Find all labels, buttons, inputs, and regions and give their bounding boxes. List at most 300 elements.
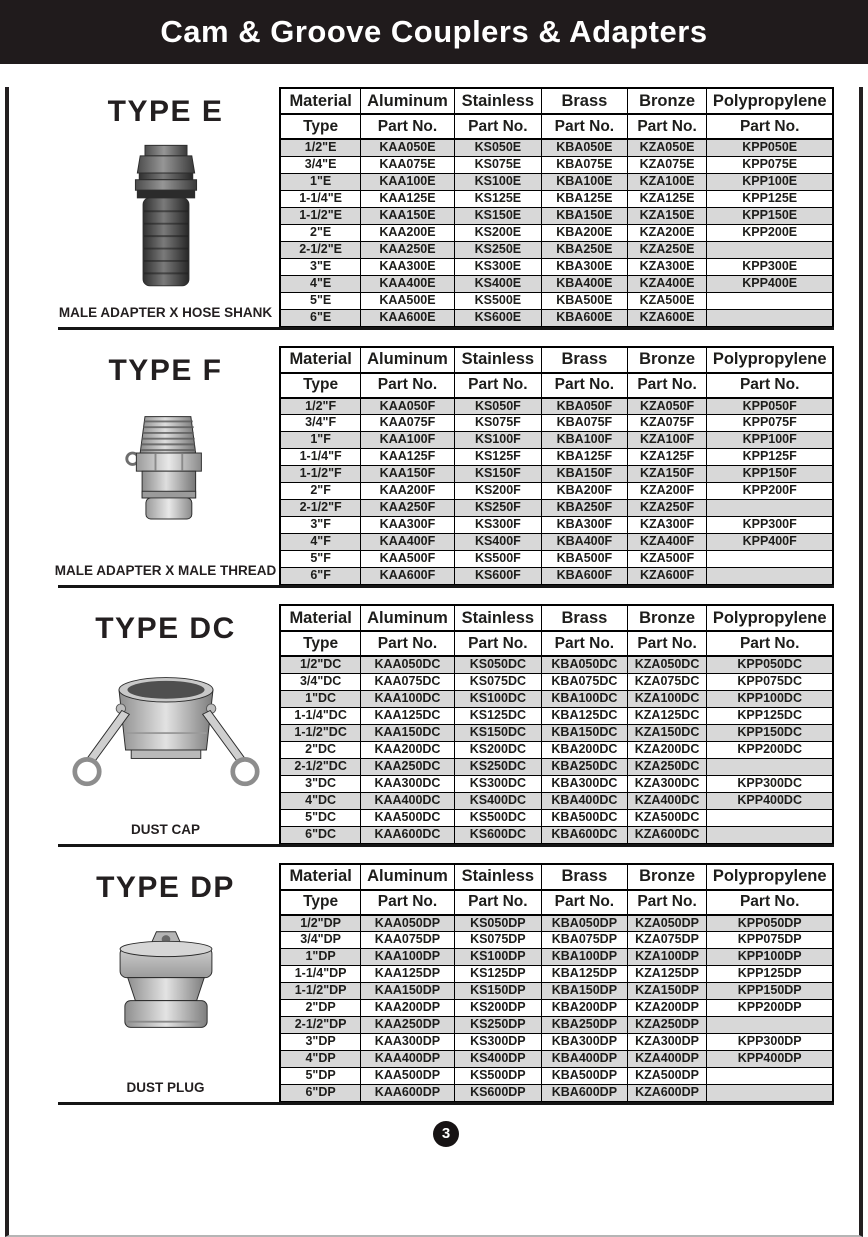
table-row [280,466,833,483]
type-f-parts-table [279,346,834,586]
part-no-cell: KBA050F [542,398,628,415]
part-no-header-row [280,114,833,139]
type-cell: 6"F [280,568,361,585]
type-cell: 1"DP [280,949,361,966]
part-no-cell: KPP075F [707,415,833,432]
section-type-dc [58,604,834,847]
col-header-brass: Brass [542,347,628,373]
part-no-cell: KPP300E [707,258,833,275]
table-row [280,517,833,534]
type-cell: 5"DC [280,809,361,826]
part-no-cell: KAA300F [361,517,454,534]
table-row [280,156,833,173]
part-no-cell: KS100DC [454,690,541,707]
part-no-cell: KS100DP [454,949,541,966]
part-no-cell: KAA150E [361,207,454,224]
part-no-cell: KBA200F [542,483,628,500]
part-no-cell: KZA125F [627,449,707,466]
part-no-cell: KS050E [454,139,541,156]
table-row [280,932,833,949]
male-adapter-x-male-thread-photo [118,388,214,564]
type-cell: 6"E [280,309,361,326]
table-row [280,1034,833,1051]
part-no-cell: KBA500DP [542,1068,628,1085]
part-no-cell: KAA400DC [361,792,454,809]
table-row [280,207,833,224]
part-no-cell: KPP100DP [707,949,833,966]
part-no-cell: KS250F [454,500,541,517]
type-cell: 1/2"DC [280,656,361,673]
col-header-stainless: Stainless [454,347,541,373]
material-header-row [280,605,833,631]
part-no-cell: KBA400E [542,275,628,292]
type-dp-title: TYPE DP [96,870,235,904]
table-row [280,139,833,156]
part-no-cell: KPP075DP [707,932,833,949]
part-no-cell: KZA500E [627,292,707,309]
table-row [280,826,833,843]
part-no-cell: KS100F [454,432,541,449]
col-subheader-part-no: Part No. [627,890,707,915]
col-header-polypropylene: Polypropylene [707,864,833,890]
part-no-cell: KBA125E [542,190,628,207]
part-no-cell: KAA150DP [361,983,454,1000]
type-cell: 6"DP [280,1085,361,1102]
type-f-title: TYPE F [108,353,223,387]
type-cell: 3"E [280,258,361,275]
type-cell: 4"F [280,534,361,551]
part-no-cell: KAA200DP [361,1000,454,1017]
part-no-cell: KBA125F [542,449,628,466]
table-row [280,309,833,326]
col-subheader-part-no: Part No. [454,631,541,656]
part-no-cell: KS150F [454,466,541,483]
type-cell: 2-1/2"E [280,241,361,258]
col-subheader-part-no: Part No. [627,114,707,139]
type-dp-caption: DUST PLUG [126,1080,205,1095]
type-cell: 1-1/2"E [280,207,361,224]
page-header [0,0,868,64]
part-no-cell: KPP400F [707,534,833,551]
part-no-cell: KPP125F [707,449,833,466]
col-header-aluminum: Aluminum [361,88,454,114]
type-cell: 5"DP [280,1068,361,1085]
part-no-cell: KZA050E [627,139,707,156]
part-no-cell: KZA050DC [627,656,707,673]
part-no-cell: KBA250DP [542,1017,628,1034]
type-cell: 1/2"DP [280,915,361,932]
table-row [280,275,833,292]
part-no-cell: KPP200E [707,224,833,241]
col-subheader-part-no: Part No. [361,890,454,915]
table-row [280,534,833,551]
part-no-cell: KPP200DP [707,1000,833,1017]
table-row [280,258,833,275]
type-cell: 1"E [280,173,361,190]
section-type-dp [58,863,834,1106]
part-no-cell: KZA125DP [627,966,707,983]
part-no-cell: KBA075E [542,156,628,173]
part-no-cell: KS400DC [454,792,541,809]
part-no-cell: KBA050E [542,139,628,156]
part-no-cell [707,809,833,826]
part-no-cell: KBA150DC [542,724,628,741]
part-no-cell: KAA050DC [361,656,454,673]
part-no-cell: KBA250DC [542,758,628,775]
part-no-header-row [280,890,833,915]
part-no-cell: KS075F [454,415,541,432]
part-no-cell [707,758,833,775]
part-no-cell: KBA100DP [542,949,628,966]
part-no-cell: KBA400DC [542,792,628,809]
part-no-cell: KS600DP [454,1085,541,1102]
part-no-cell: KPP300F [707,517,833,534]
col-header-material: Material [280,347,361,373]
part-no-cell: KS125E [454,190,541,207]
col-subheader-part-no: Part No. [542,890,628,915]
table-row [280,292,833,309]
col-header-brass: Brass [542,605,628,631]
type-cell: 1/2"E [280,139,361,156]
part-no-cell: KBA400DP [542,1051,628,1068]
part-no-cell: KZA075DC [627,673,707,690]
part-no-cell: KAA050E [361,139,454,156]
part-no-cell: KBA075F [542,415,628,432]
part-no-cell: KZA600F [627,568,707,585]
part-no-cell: KBA600DP [542,1085,628,1102]
part-no-cell: KAA075F [361,415,454,432]
col-subheader-type: Type [280,890,361,915]
part-no-cell: KS075E [454,156,541,173]
part-no-cell: KS500E [454,292,541,309]
table-row [280,1017,833,1034]
table-row [280,449,833,466]
part-no-cell: KZA200E [627,224,707,241]
type-cell: 5"F [280,551,361,568]
type-cell: 3"F [280,517,361,534]
part-no-cell: KZA250E [627,241,707,258]
type-cell: 4"E [280,275,361,292]
part-no-cell: KBA075DP [542,932,628,949]
part-no-cell: KAA200E [361,224,454,241]
part-no-cell: KAA100F [361,432,454,449]
male-adapter-x-hose-shank-photo [123,129,209,305]
type-dc-parts-table [279,604,834,844]
part-no-cell: KAA050DP [361,915,454,932]
part-no-cell: KPP200DC [707,741,833,758]
type-e-parts-table [279,87,834,327]
type-dc-left-column [58,604,279,844]
table-row [280,673,833,690]
part-no-cell: KPP400E [707,275,833,292]
type-cell: 1-1/2"DP [280,983,361,1000]
type-cell: 2"E [280,224,361,241]
col-header-material: Material [280,605,361,631]
part-no-cell: KAA300DC [361,775,454,792]
type-cell: 2-1/2"DP [280,1017,361,1034]
type-cell: 3/4"DC [280,673,361,690]
part-no-cell: KZA400DP [627,1051,707,1068]
table-row [280,809,833,826]
part-no-cell: KAA500DC [361,809,454,826]
part-no-cell: KS200E [454,224,541,241]
part-no-cell: KPP100DC [707,690,833,707]
section-type-e [58,87,834,330]
part-no-cell: KS400F [454,534,541,551]
col-header-aluminum: Aluminum [361,864,454,890]
table-row [280,966,833,983]
part-no-cell: KS125DP [454,966,541,983]
type-cell: 2-1/2"DC [280,758,361,775]
part-no-cell: KBA250E [542,241,628,258]
part-no-cell: KS300E [454,258,541,275]
part-no-cell [707,826,833,843]
part-no-cell [707,568,833,585]
col-header-material: Material [280,864,361,890]
table-row [280,758,833,775]
col-subheader-part-no: Part No. [707,631,833,656]
table-row [280,190,833,207]
part-no-cell: KZA125E [627,190,707,207]
part-no-cell: KS075DC [454,673,541,690]
part-no-cell: KBA600DC [542,826,628,843]
part-no-cell [707,1068,833,1085]
table-row [280,432,833,449]
part-no-cell [707,500,833,517]
part-no-cell: KAA400E [361,275,454,292]
part-no-cell: KAA100E [361,173,454,190]
part-no-cell: KZA075F [627,415,707,432]
col-header-brass: Brass [542,864,628,890]
col-subheader-part-no: Part No. [542,373,628,398]
table-row [280,1085,833,1102]
part-no-cell: KS300DC [454,775,541,792]
table-row [280,551,833,568]
type-cell: 1"DC [280,690,361,707]
part-no-cell: KZA100DP [627,949,707,966]
part-no-cell: KZA300DC [627,775,707,792]
col-header-bronze: Bronze [627,347,707,373]
part-no-cell: KZA100F [627,432,707,449]
col-header-aluminum: Aluminum [361,605,454,631]
part-no-cell: KBA100DC [542,690,628,707]
part-no-cell: KS050F [454,398,541,415]
part-no-cell: KBA300DC [542,775,628,792]
table-row [280,483,833,500]
part-no-cell: KBA400F [542,534,628,551]
page-number-badge [433,1121,459,1147]
col-subheader-type: Type [280,114,361,139]
table-row [280,741,833,758]
type-e-title: TYPE E [107,95,224,128]
part-no-cell: KZA200DC [627,741,707,758]
part-no-cell: KAA150DC [361,724,454,741]
type-dp-parts-table [279,863,834,1103]
type-dc-caption: DUST CAP [130,821,200,837]
part-no-cell [707,309,833,326]
type-cell: 2"DC [280,741,361,758]
part-no-cell: KZA500DP [627,1068,707,1085]
col-header-polypropylene: Polypropylene [707,605,833,631]
part-no-cell: KS400DP [454,1051,541,1068]
part-no-cell: KAA100DC [361,690,454,707]
part-no-cell: KBA100E [542,173,628,190]
table-row [280,724,833,741]
part-no-cell: KS300F [454,517,541,534]
part-no-cell: KAA075DC [361,673,454,690]
part-no-cell: KPP400DC [707,792,833,809]
part-no-cell: KBA300DP [542,1034,628,1051]
table-row [280,173,833,190]
part-no-cell: KS400E [454,275,541,292]
part-no-cell: KPP050DC [707,656,833,673]
part-no-cell: KZA150F [627,466,707,483]
part-no-cell: KAA600E [361,309,454,326]
part-no-cell: KPP050F [707,398,833,415]
part-no-cell: KZA150DP [627,983,707,1000]
type-dp-left-column [58,863,279,1103]
type-cell: 4"DC [280,792,361,809]
part-no-cell: KPP150DP [707,983,833,1000]
part-no-cell: KPP300DP [707,1034,833,1051]
part-no-cell: KZA150E [627,207,707,224]
part-no-cell: KAA200F [361,483,454,500]
part-no-cell: KAA250DP [361,1017,454,1034]
table-row [280,949,833,966]
part-no-cell: KBA150F [542,466,628,483]
part-no-cell: KZA250DC [627,758,707,775]
type-cell: 3/4"E [280,156,361,173]
part-no-cell: KAA600DP [361,1085,454,1102]
type-cell: 5"E [280,292,361,309]
part-no-cell: KS050DC [454,656,541,673]
col-header-aluminum: Aluminum [361,347,454,373]
part-no-cell: KZA300E [627,258,707,275]
part-no-cell: KAA400F [361,534,454,551]
part-no-cell: KPP150DC [707,724,833,741]
col-header-material: Material [280,88,361,114]
col-header-bronze: Bronze [627,864,707,890]
part-no-cell: KBA075DC [542,673,628,690]
part-no-cell: KAA500DP [361,1068,454,1085]
part-no-cell: KBA125DC [542,707,628,724]
type-f-caption: MALE ADAPTER X MALE THREAD [54,563,277,578]
type-dc-title: TYPE DC [95,612,236,645]
part-no-cell: KS100E [454,173,541,190]
type-cell: 1-1/4"DC [280,707,361,724]
col-subheader-part-no: Part No. [707,114,833,139]
part-no-cell: KAA400DP [361,1051,454,1068]
col-subheader-part-no: Part No. [542,631,628,656]
type-cell: 1-1/4"E [280,190,361,207]
part-no-cell: KPP125DP [707,966,833,983]
part-no-cell: KBA250F [542,500,628,517]
part-no-cell: KPP100F [707,432,833,449]
table-row [280,983,833,1000]
part-no-cell: KS200DP [454,1000,541,1017]
part-no-cell: KZA100DC [627,690,707,707]
part-no-cell: KZA600DP [627,1085,707,1102]
col-subheader-part-no: Part No. [542,114,628,139]
part-no-cell: KBA150E [542,207,628,224]
part-no-cell: KBA600F [542,568,628,585]
part-no-cell: KPP075DC [707,673,833,690]
table-row [280,415,833,432]
table-row [280,568,833,585]
table-row [280,690,833,707]
part-no-cell: KBA500DC [542,809,628,826]
part-no-cell [707,1017,833,1034]
part-no-cell: KAA125F [361,449,454,466]
part-no-cell: KS600DC [454,826,541,843]
table-row [280,1000,833,1017]
part-no-cell [707,1085,833,1102]
part-no-cell: KAA200DC [361,741,454,758]
part-no-cell: KS200F [454,483,541,500]
part-no-cell: KAA500E [361,292,454,309]
col-subheader-part-no: Part No. [627,631,707,656]
part-no-cell: KPP200F [707,483,833,500]
section-type-f [54,346,834,589]
part-no-cell: KZA100E [627,173,707,190]
col-subheader-part-no: Part No. [707,890,833,915]
part-no-cell: KPP075E [707,156,833,173]
type-cell: 4"DP [280,1051,361,1068]
part-no-header-row [280,373,833,398]
part-no-cell: KZA075DP [627,932,707,949]
part-no-cell: KAA075DP [361,932,454,949]
part-no-cell: KZA250F [627,500,707,517]
part-no-cell: KS150DP [454,983,541,1000]
part-no-cell: KBA300E [542,258,628,275]
table-row [280,707,833,724]
part-no-cell: KBA200E [542,224,628,241]
table-row [280,915,833,932]
col-subheader-part-no: Part No. [454,890,541,915]
part-no-cell: KS200DC [454,741,541,758]
part-no-cell: KZA250DP [627,1017,707,1034]
part-no-cell: KBA300F [542,517,628,534]
type-cell: 2"F [280,483,361,500]
material-header-row [280,864,833,890]
part-no-cell: KAA075E [361,156,454,173]
part-no-cell: KS150DC [454,724,541,741]
part-no-cell: KPP050DP [707,915,833,932]
part-no-cell: KZA500F [627,551,707,568]
col-subheader-type: Type [280,631,361,656]
col-header-bronze: Bronze [627,88,707,114]
part-no-cell: KAA300E [361,258,454,275]
part-no-cell: KPP125DC [707,707,833,724]
part-no-cell: KBA200DC [542,741,628,758]
col-header-brass: Brass [542,88,628,114]
col-subheader-part-no: Part No. [454,114,541,139]
part-no-cell: KBA600E [542,309,628,326]
type-cell: 3"DC [280,775,361,792]
type-f-left-column [54,346,279,586]
table-row [280,1051,833,1068]
part-no-cell: KS050DP [454,915,541,932]
part-no-cell: KZA600DC [627,826,707,843]
table-row [280,656,833,673]
part-no-cell: KZA200DP [627,1000,707,1017]
table-row [280,792,833,809]
part-no-cell: KBA125DP [542,966,628,983]
part-no-cell: KS500F [454,551,541,568]
part-no-cell: KZA300DP [627,1034,707,1051]
material-header-row [280,88,833,114]
type-cell: 1/2"F [280,398,361,415]
